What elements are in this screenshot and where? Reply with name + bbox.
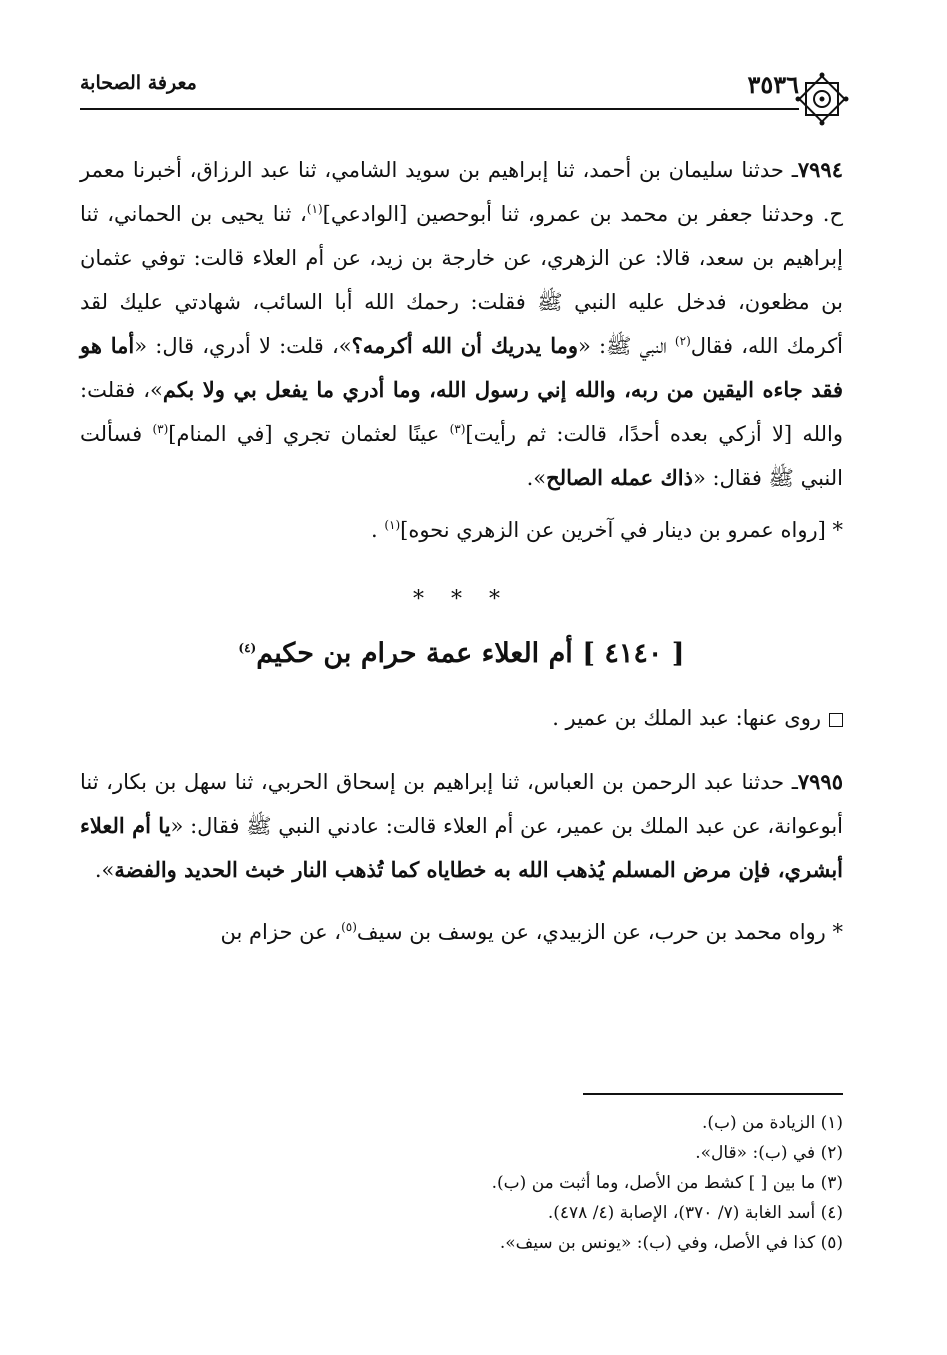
matn-text: النبي ﷺ: « [578, 334, 675, 358]
transmission-note: * [رواه عمرو بن دينار في آخرين عن الزهري نحوه]$^{(١)}$ . [370, 518, 843, 542]
transmission-note: * رواه محمد بن حرب، عن الزبيدي، عن يوسف بن سيف$^{(٥)}$، عن حزام بن [220, 920, 843, 944]
hadith-7994 [80, 148, 843, 500]
matn-text: »، فقلت: والله [لا أزكي بعده أحدًا، قالت: ثم رأيت] [80, 378, 843, 446]
footnote-ref: (١) [384, 518, 401, 532]
isnad-text: ، ثنا يحيى بن الحماني، ثنا إبراهيم بن سعد، قالا: عن الزهري، عن خارجة بن زيد، عن أم العلاء قالت: توفي عثمان بن مظعون، فدخل عليه النبي ﷺ فقلت: رحمك الله أبا السائب، شهادتي عليك لقد أكرمك الله، فقال [80, 202, 844, 358]
footnote-divider [583, 1093, 843, 1095]
footnotes [80, 1108, 843, 1258]
square-bullet-icon [829, 713, 843, 727]
header-divider [80, 108, 799, 110]
book-title: معرفة الصحابة [80, 72, 197, 94]
hadith-number: ٧٩٩٤ [797, 157, 843, 182]
page-header [80, 68, 847, 108]
prophet-quote: أما هو فقد جاءه اليقين من ربه، والله إني رسول الله، وما أدري ما يفعل بي ولا بكم [80, 333, 843, 402]
isnad-text: ـ حدثنا عبد الرحمن بن العباس، ثنا إبراهيم بن إسحاق الحربي، ثنا سهل بن بكار، ثنا أبوعوانة، عن عبد الملك بن عمير، عن أم العلاء قالت: عادني النبي ﷺ فقال: « [80, 770, 843, 838]
matn-text: »، قلت: لا أدري، قال: « [134, 334, 352, 358]
page-number: ٣٥٣٦ [747, 70, 799, 99]
entry-heading: [ ٤١٤٠ ] أم العلاء عمة حرام بن حكيم$^{(٤)}$ [238, 638, 685, 669]
narrator-line: روى عنها: عبد الملك بن عمير . [80, 696, 843, 740]
hadith-number: ٧٩٩٥ [797, 769, 843, 794]
matn-text: فسألت النبي ﷺ فقال: « [80, 422, 843, 490]
footnote-item: (٢) في (ب): «قال». [695, 1143, 843, 1163]
isnad-text: ـ حدثنا سليمان بن أحمد، ثنا إبراهيم بن سويد الشامي، ثنا عبد الرزاق، أخبرنا معمر ح. وحدثنا جعفر بن محمد بن عمرو، ثنا أبوحصين [الوادعي] [80, 158, 843, 226]
matn-text: عينًا لعثمان تجري [في المنام] [168, 422, 450, 446]
footnote-ref: (٤) [238, 641, 257, 655]
prophet-quote: يا أم العلاء أبشري، فإن مرض المسلم يُذهب الله به خطاياه كما تُذهب النار خبث الحديد والفضة [80, 813, 843, 882]
footnote-ref: (٢) [674, 334, 691, 348]
hadith-7995: ٧٩٩٥ـ حدثنا عبد الرحمن بن العباس، ثنا إبراهيم بن إسحاق الحربي، ثنا سهل بن بكار، ثنا أبوعوانة، عن عبد الملك بن عمير، عن أم العلاء قالت: عادني النبي ﷺ فقال: «يا أم العلاء أبشري، فإن مرض المسلم يُذهب الله به خطاياه كما تُذهب النار خبث الحديد والفضة». [80, 769, 843, 882]
footnote-ref: (١) [306, 202, 323, 216]
footnote-item: (٣) ما بين [ ] كشط من الأصل، وما أثبت من (ب). [491, 1173, 843, 1193]
prophet-quote: ذاك عمله الصالح [546, 465, 693, 490]
matn-text: ». [526, 466, 547, 490]
footnote-ref: (٣) [152, 422, 169, 436]
main-text [80, 148, 843, 954]
footnote-item: (٤) أسد الغابة (٧/ ٣٧٠)، الإصابة (٤/ ٤٧٨). [547, 1203, 843, 1223]
prophet-quote: وما يدريك أن الله أكرمه؟ [351, 333, 578, 358]
section-separator: * * * [413, 587, 510, 612]
footnote-ref: (٣) [449, 422, 466, 436]
footnote-item: (٥) كذا في الأصل، وفي (ب): «يونس بن سيف». [499, 1233, 843, 1253]
footnote-ref: (٥) [341, 920, 357, 934]
footnote-item: (١) الزيادة من (ب). [701, 1113, 843, 1133]
